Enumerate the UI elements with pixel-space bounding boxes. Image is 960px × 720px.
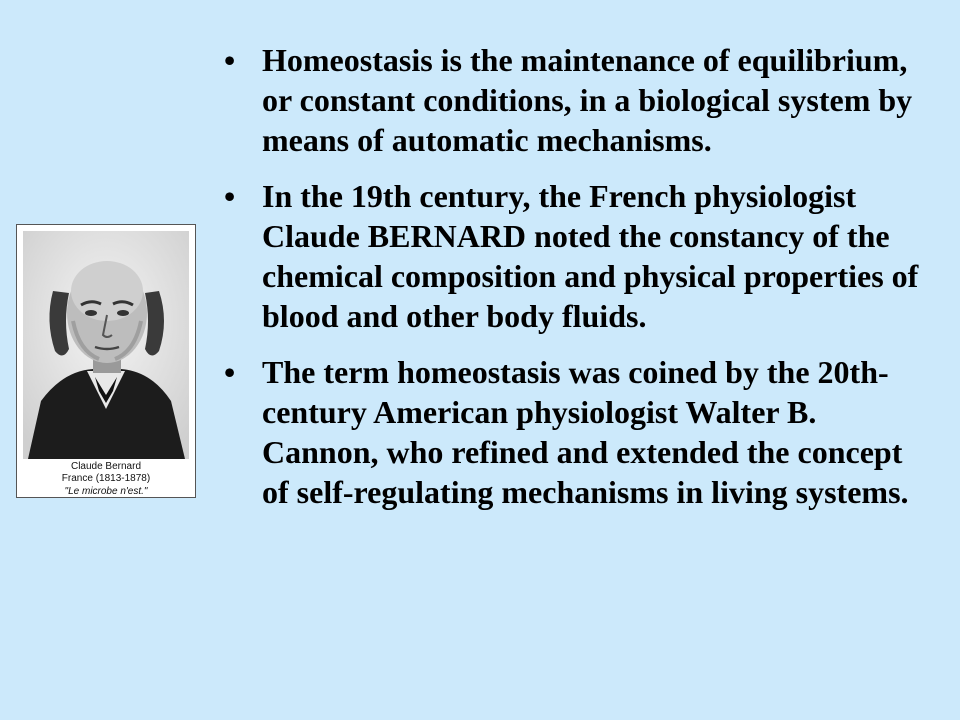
bullet-item bbox=[220, 176, 920, 336]
bullet-text: In the 19th century, the French physiologist Claude BERNARD noted the constancy of the chemical composition and physical properties of blood and other body fluids. bbox=[262, 178, 919, 334]
bullet-text: The term homeostasis was coined by the 20th-century American physiologist Walter B. Cannon, who refined and extended the concept of self-regulating mechanisms in living systems. bbox=[262, 354, 909, 510]
portrait-caption-name: Claude Bernard bbox=[70, 461, 142, 472]
bullet-icon: • bbox=[224, 354, 236, 390]
bullet-item bbox=[220, 352, 920, 512]
portrait-caption-dates: France (1813-1878) bbox=[61, 473, 151, 484]
bullet-text: Homeostasis is the maintenance of equilibrium, or constant conditions, in a biological system by means of automatic mechanisms. bbox=[262, 42, 913, 158]
portrait-card bbox=[16, 224, 196, 498]
portrait-image bbox=[23, 231, 189, 459]
bullet-list bbox=[220, 40, 920, 528]
bullet-item bbox=[220, 40, 920, 160]
portrait-caption-quote: "Le microbe n'est." bbox=[64, 486, 148, 497]
bullet-icon: • bbox=[224, 42, 236, 78]
bullet-icon: • bbox=[224, 178, 236, 214]
